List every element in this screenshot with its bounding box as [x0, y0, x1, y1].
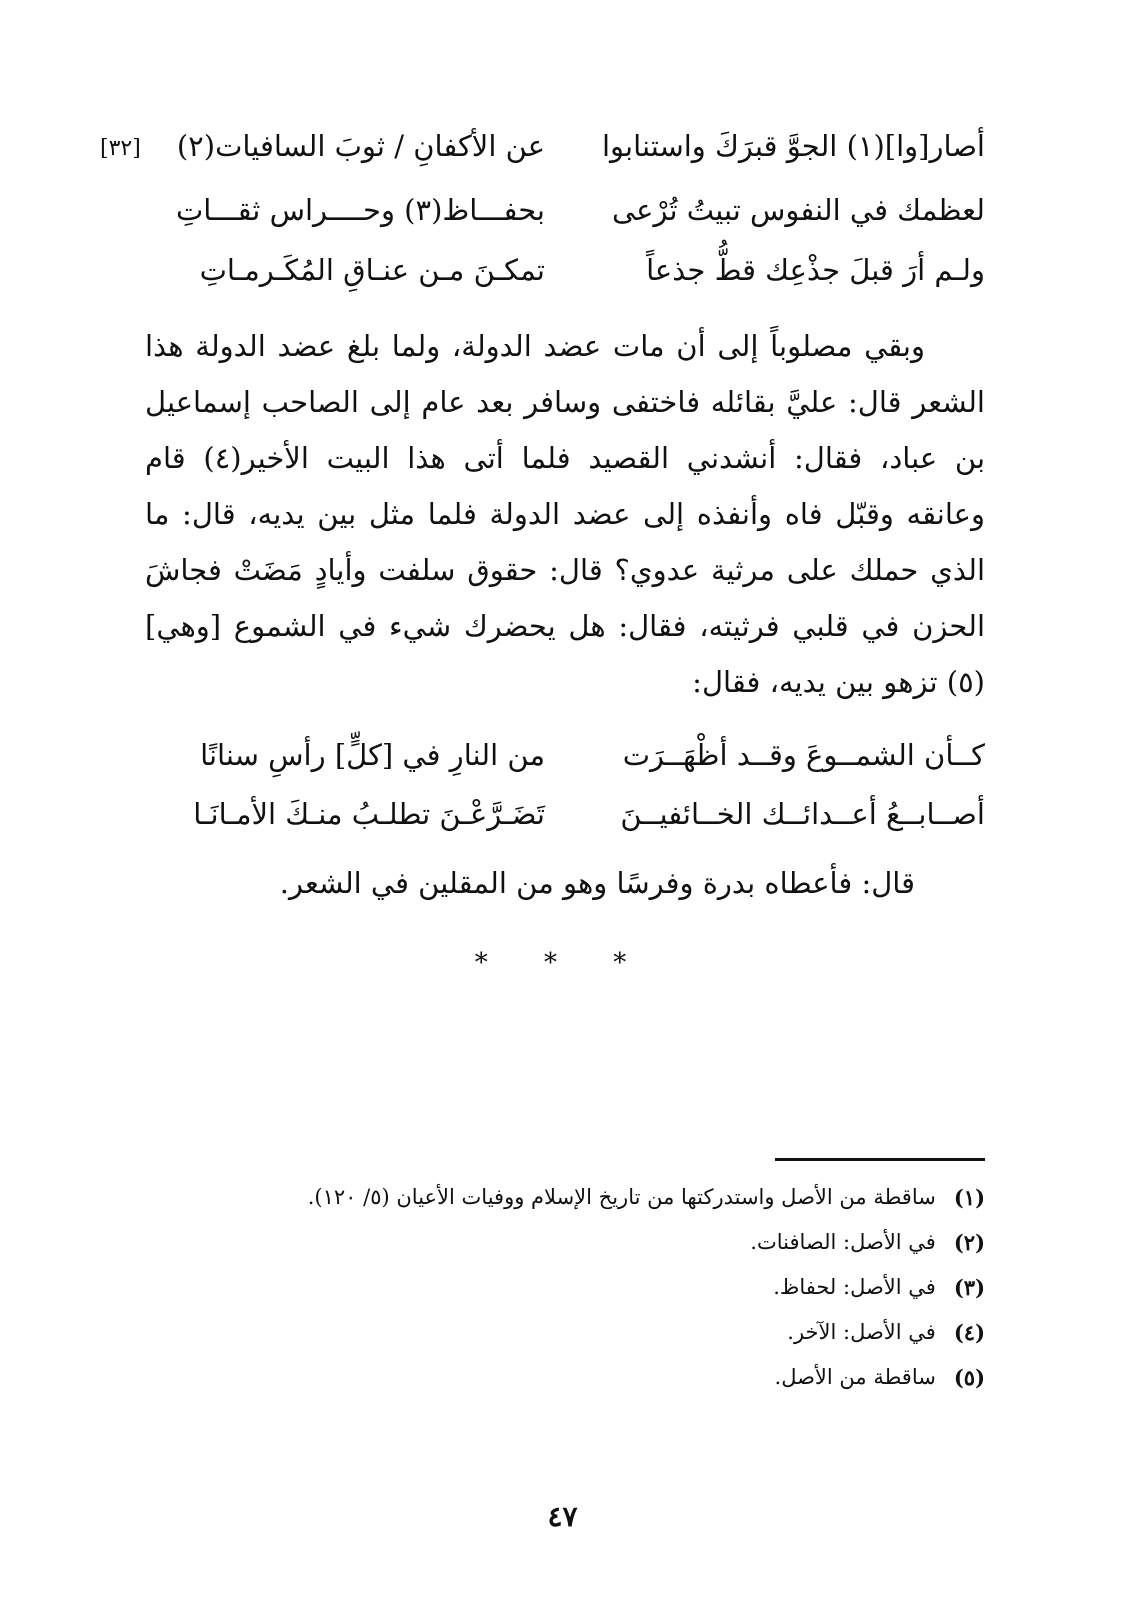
footnote-text: في الأصل: الصافنات.	[750, 1230, 936, 1254]
verse-second-hemistich: بحفـــاظ(٣) وحــــراس ثقـــاتِ	[176, 193, 545, 227]
verse-first-hemistich: ولـم أرَ قبلَ جذْعِك قطُّ جذعاً	[646, 253, 985, 287]
footnote-text: في الأصل: الآخر.	[787, 1320, 936, 1344]
footnote-rule	[775, 1158, 985, 1161]
footnote	[145, 1175, 985, 1220]
verse-first-hemistich: أصار[وا](١) الجوَّ قبرَكَ واستنابوا	[602, 129, 985, 163]
footnote	[145, 1265, 985, 1310]
footnote-number: (١)	[953, 1185, 985, 1210]
main-paragraph: وبقي مصلوباً إلى أن مات عضد الدولة، ولما بلغ عضد الدولة هذا الشعر قال: عليَّ بقائله فاختفى وسافر بعد عام إلى الصاحب إسماعيل بن عباد، فقال: أنشدني القصيد فلما أتى هذا البيت الأخير(٤) قام وعانقه وقبّل فاه وأنفذه إلى عضد الدولة فلما مثل بين يديه، قال: ما الذي حملك على مرثية عدوي؟ قال: حقوق سلفت وأيادٍ مَضَتْ فجاشَ الحزن في قلبي فرثيته، فقال: هل يحضرك شيء في الشموع [وهي](٥) تزهو بين يديه، فقال:	[145, 329, 986, 699]
verse-line	[145, 725, 985, 785]
verse-first-hemistich: لعظمك في النفوس تبيتُ تُرْعى	[611, 193, 985, 227]
footnote	[145, 1310, 985, 1355]
verse-second-hemistich: عن الأكفانِ / ثوبَ السافيات(٢)	[176, 129, 545, 163]
verse-second-hemistich: تمكـنَ مـن عنـاقِ المُكَـرمـاتِ	[199, 253, 545, 287]
footnotes	[145, 1175, 985, 1400]
verse-line	[145, 116, 985, 176]
page-reference: [٣٢]	[100, 136, 141, 161]
section-separator: * * *	[474, 948, 651, 978]
verse-first-hemistich: كــأن الشمــوعَ وقــد أظْهَــرَت	[622, 738, 985, 772]
verse-second-hemistich: من النارِ في [كلٍّ] رأسِ سنانًا	[200, 738, 545, 772]
footnote-number: (٣)	[953, 1275, 985, 1300]
verse-line	[145, 784, 985, 844]
closing-paragraph: قال: فأعطاه بدرة وفرسًا وهو من المقلين في الشعر.	[279, 866, 915, 900]
footnote	[145, 1220, 985, 1265]
verse-line	[145, 180, 985, 240]
verse-second-hemistich: تَضَـرَّعْـنَ تطلـبُ منـكَ الأمـانَـا	[193, 797, 545, 831]
footnote-text: ساقطة من الأصل واستدركتها من تاريخ الإسلام ووفيات الأعيان (٥/ ١٢٠).	[307, 1185, 936, 1209]
footnote-number: (٢)	[953, 1230, 985, 1255]
footnote-text: في الأصل: لحفاظ.	[773, 1275, 936, 1299]
footnote	[145, 1355, 985, 1400]
footnote-number: (٥)	[953, 1365, 985, 1390]
footnote-number: (٤)	[953, 1320, 985, 1345]
page-number: ٤٧	[547, 1500, 578, 1533]
verse-line	[145, 240, 985, 300]
verse-first-hemistich: أصــابــعُ أعــدائــك الخــائفيــنَ	[620, 797, 985, 831]
footnote-text: ساقطة من الأصل.	[774, 1365, 936, 1389]
